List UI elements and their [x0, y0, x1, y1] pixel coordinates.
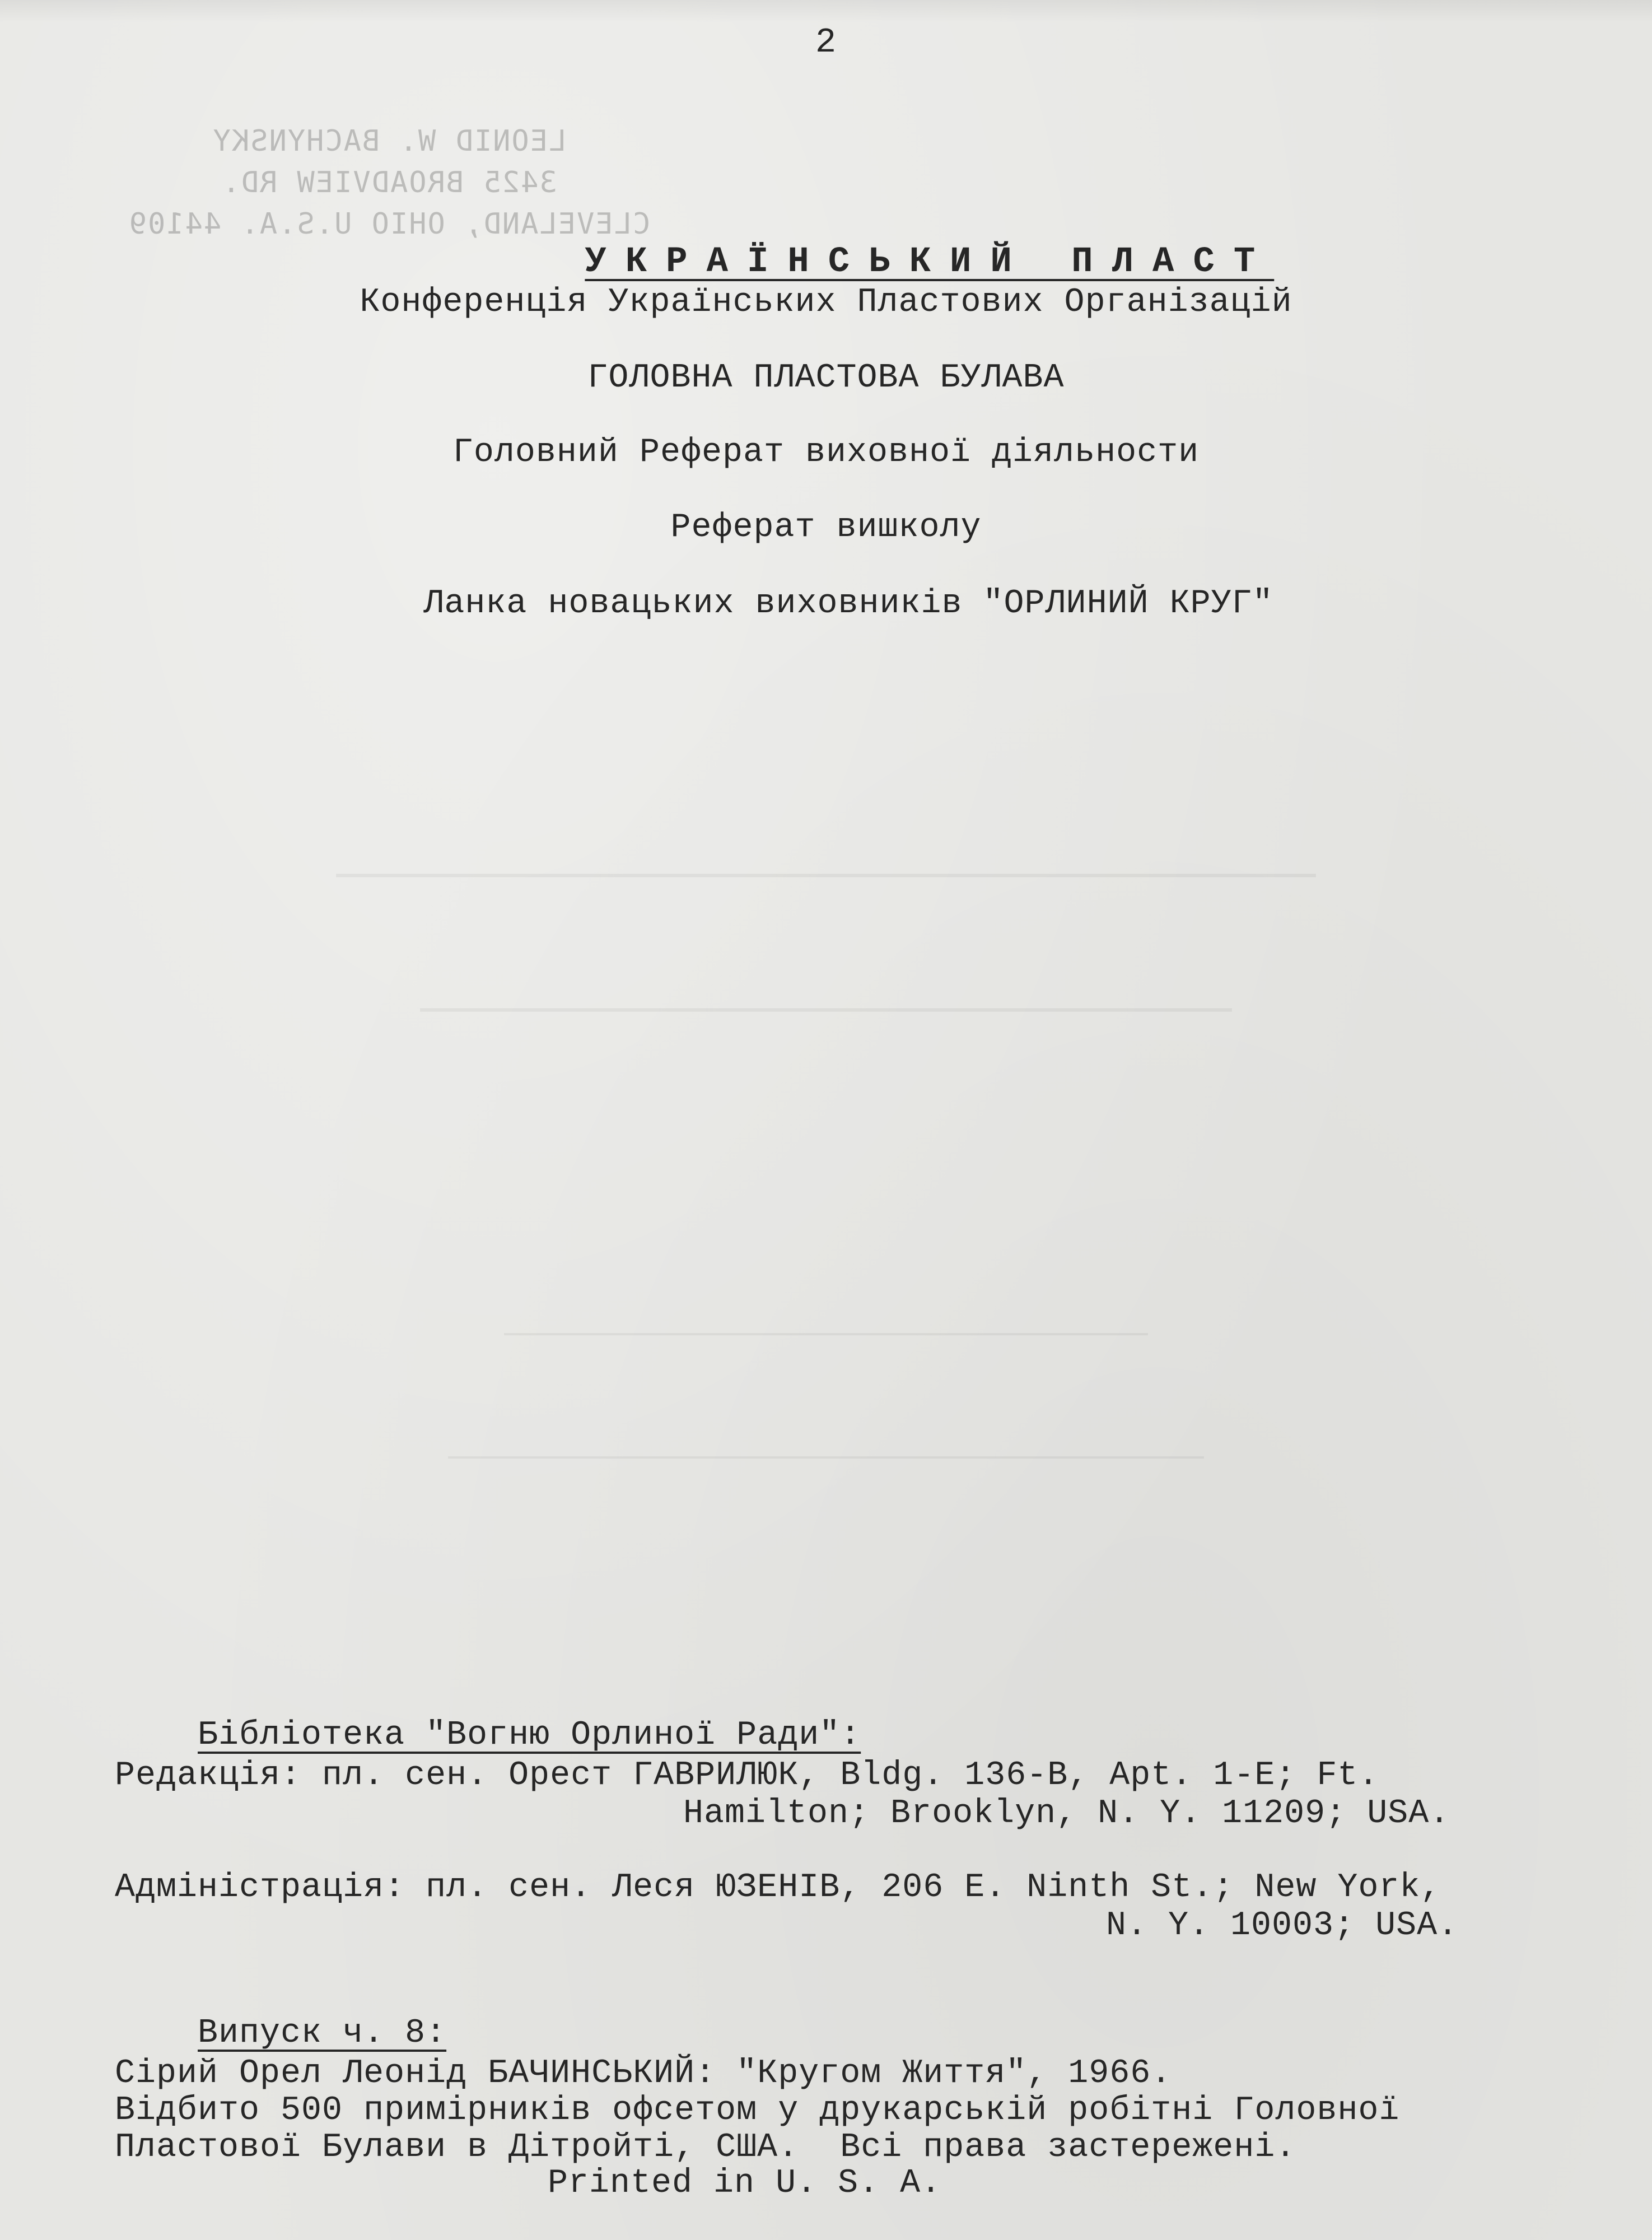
editorial-line-1: Редакція: пл. сен. Орест ГАВРИЛЮК, Bldg. 136-B, Apt. 1-E; Ft.: [115, 1757, 1379, 1795]
bleedthrough-shape: [448, 1456, 1204, 1459]
header-line-department: Головний Реферат виховної діяльности: [452, 434, 1200, 472]
header-line-unit: Ланка новацьких виховників "ОРЛИНИЙ КРУГ": [423, 585, 1273, 623]
administration-line-1: Адміністрація: пл. сен. Леся ЮЗЕНІВ, 206 E. Ninth St.; New York,: [115, 1869, 1441, 1907]
issue-line-print-run: Відбито 500 примірників офсетом у друкарській робітні Головної: [115, 2092, 1400, 2130]
stamp-line-3: CLEVELAND, OHIO U.S.A. 44109: [128, 207, 651, 241]
stamp-line-2: 3425 BROADVIEW RD.: [221, 166, 557, 199]
stamp-line-1: LEONID W. BACHYNSKY: [212, 124, 567, 158]
header-line-board: ГОЛОВНА ПЛАСТОВА БУЛАВА: [587, 359, 1065, 397]
page-number: 2: [815, 22, 837, 62]
issue-line-author: Сірий Орел Леонід БАЧИНСЬКИЙ: "Кругом Життя", 1966.: [115, 2055, 1172, 2093]
document-title-text: УКРАЇНСЬКИЙ ПЛАСТ: [585, 242, 1275, 282]
administration-line-2: N. Y. 10003; USA.: [1106, 1907, 1459, 1945]
page-top-shadow: [0, 0, 1652, 22]
issue-heading-text: Випуск ч. 8:: [198, 2014, 447, 2052]
header-line-training: Реферат вишколу: [670, 509, 982, 547]
issue-line-rights: Пластової Булави в Дітройті, США. Всі права застережені.: [115, 2129, 1296, 2167]
bleedthrough-shape: [420, 1008, 1232, 1012]
editorial-line-2: Hamilton; Brooklyn, N. Y. 11209; USA.: [683, 1795, 1450, 1833]
bleedthrough-shape: [504, 1333, 1148, 1335]
issue-line-printed-in: Printed in U. S. A.: [548, 2164, 942, 2202]
header-line-conference: Конференція Українських Пластових Організацій: [360, 283, 1292, 322]
bleedthrough-shape: [336, 874, 1316, 877]
library-heading-text: Бібліотека "Вогню Орлиної Ради":: [198, 1716, 861, 1754]
